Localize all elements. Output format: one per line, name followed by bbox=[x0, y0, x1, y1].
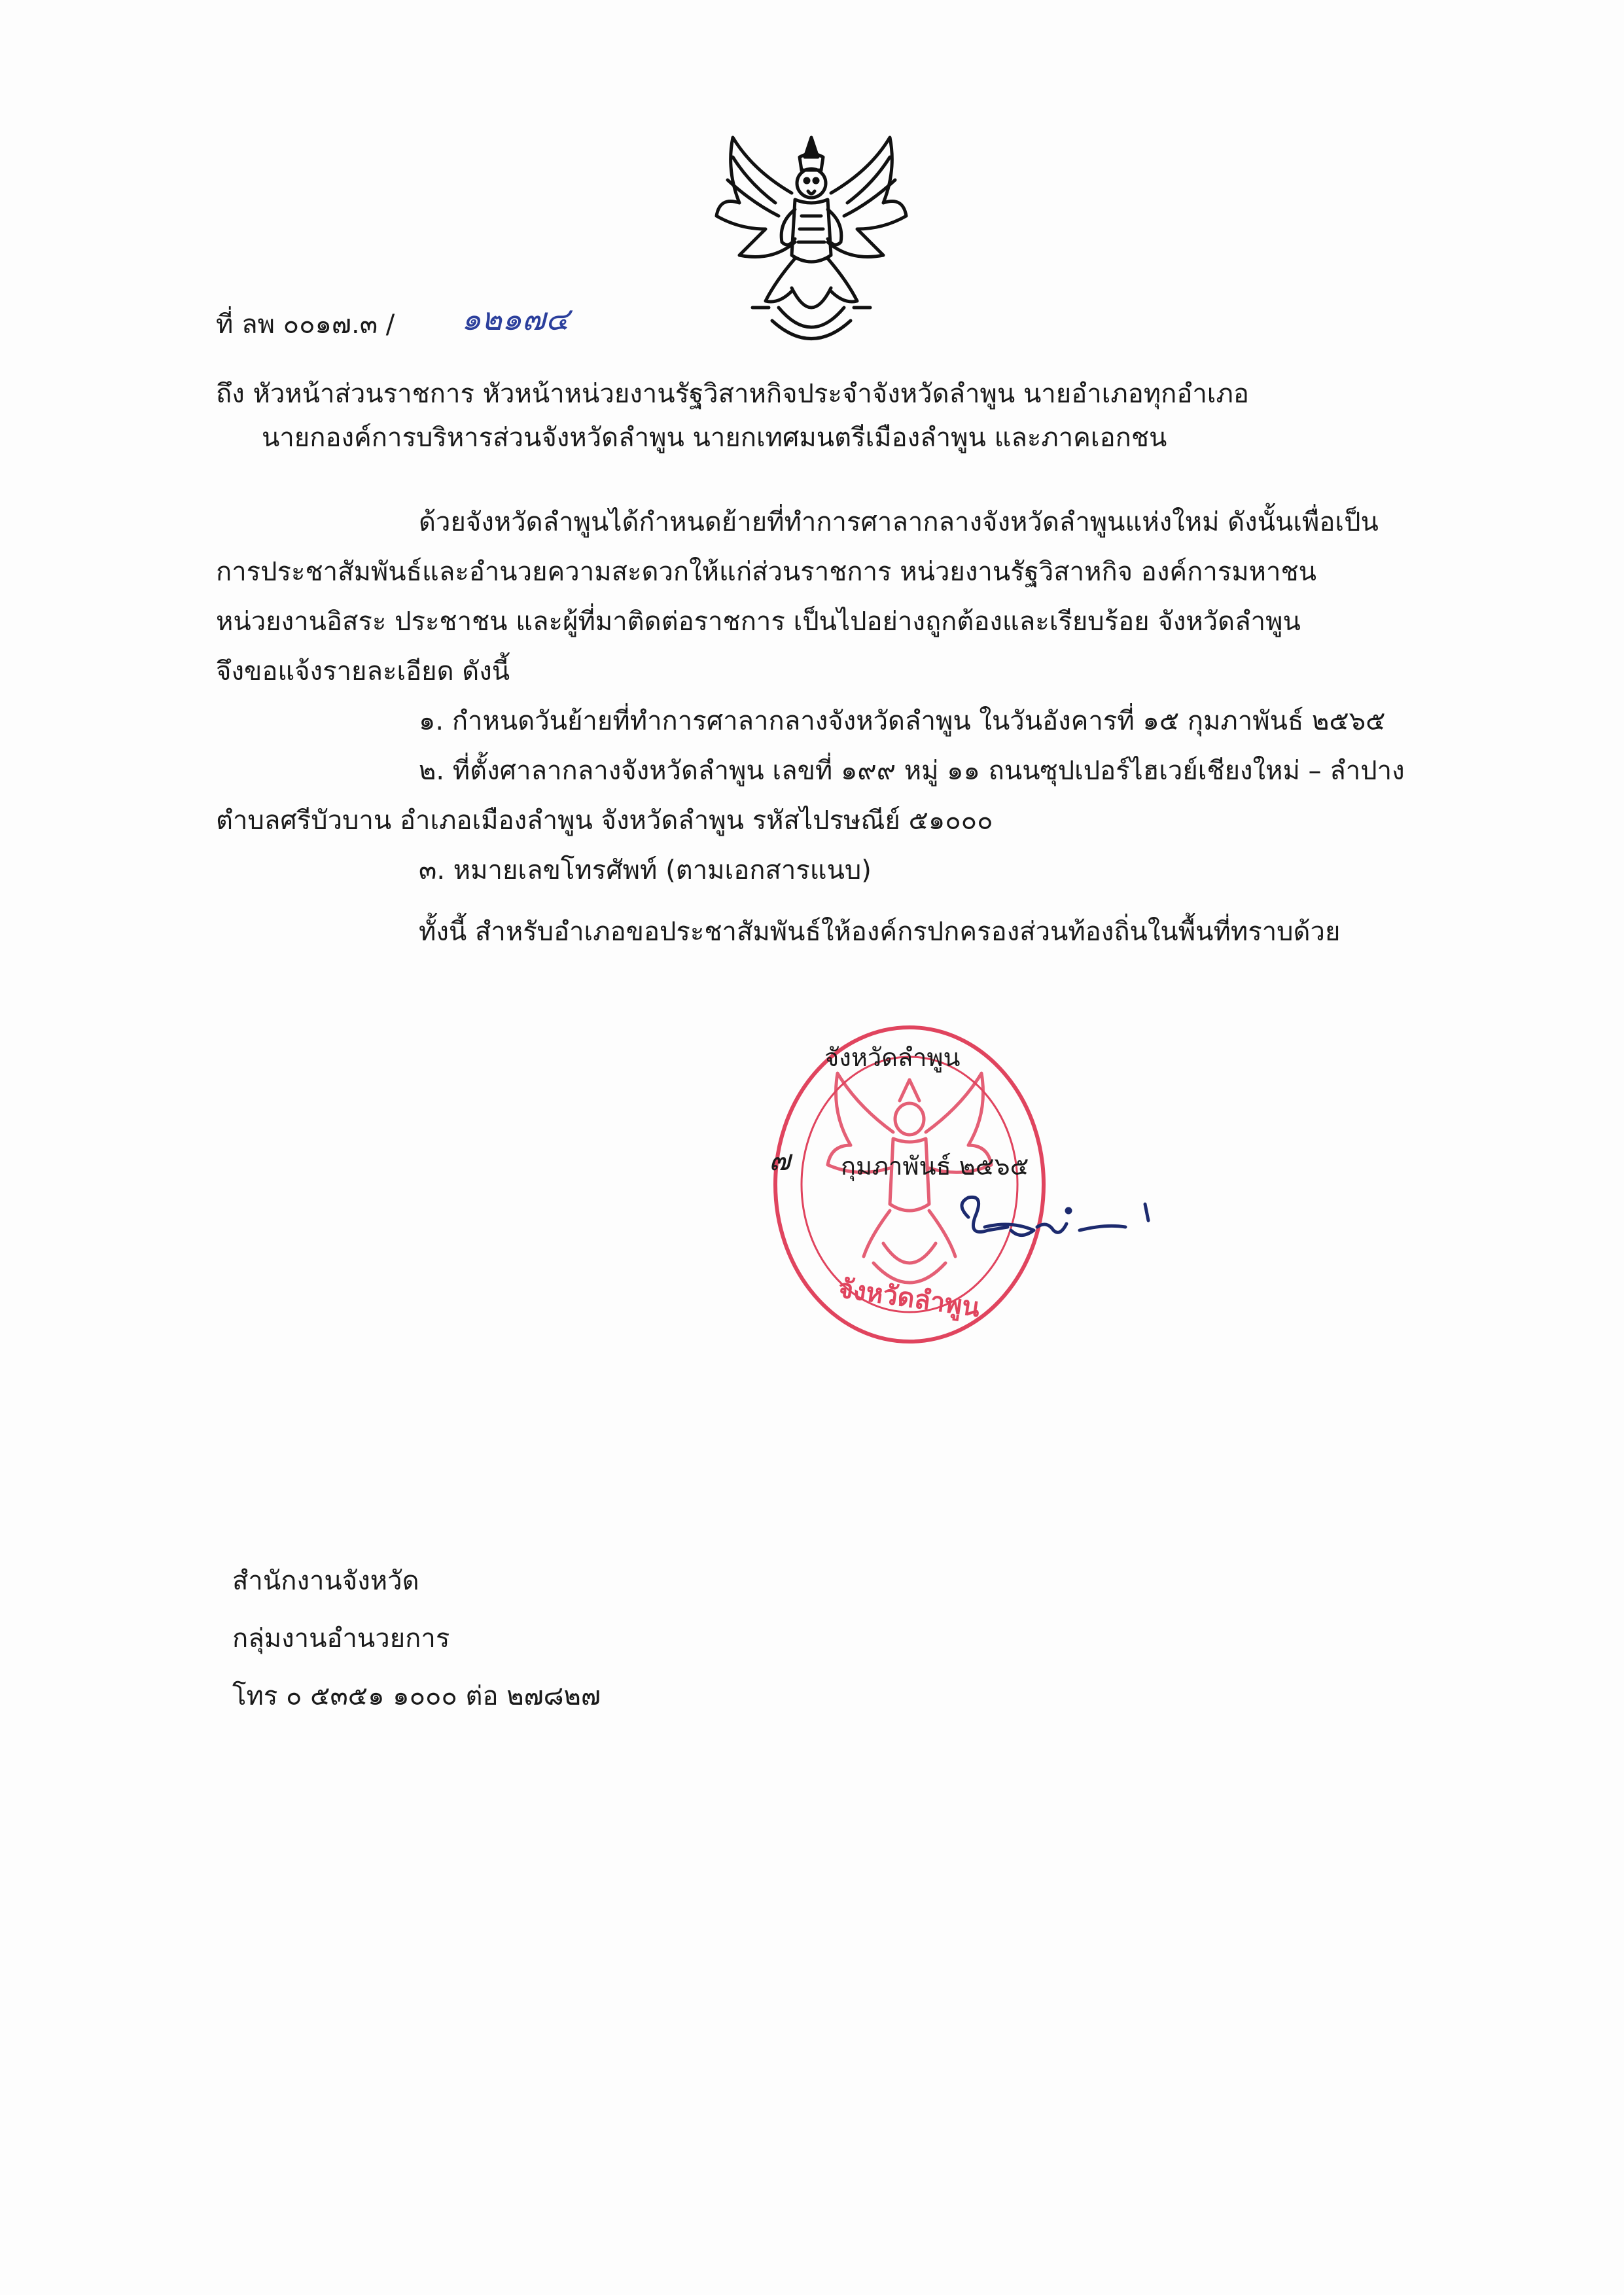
footer-phone: โทร ๐ ๕๓๕๑ ๑๐๐๐ ต่อ ๒๗๘๒๗ bbox=[232, 1681, 601, 1711]
reference-number-handwritten: ๑๒๑๗๔ bbox=[461, 301, 569, 338]
recipients-line-1: ถึง หัวหน้าส่วนราชการ หัวหน้าหน่วยงานรัฐวิสาหกิจประจำจังหวัดลำพูน นายอำเภอทุกอำเภอ bbox=[216, 379, 1249, 409]
footer-division: กลุ่มงานอำนวยการ bbox=[232, 1624, 450, 1654]
garuda-emblem bbox=[713, 131, 909, 353]
signature bbox=[949, 1191, 1171, 1263]
list-item-3: ๓. หมายเลขโทรศัพท์ (ตามเอกสารแนบ) bbox=[419, 855, 872, 885]
body-paragraph-line-3: หน่วยงานอิสระ ประชาชน และผู้ที่มาติดต่อราชการ เป็นไปอย่างถูกต้องและเรียบร้อย จังหวัดลำพูน bbox=[216, 607, 1301, 637]
closing-sentence: ทั้งนี้ สำหรับอำเภอขอประชาสัมพันธ์ให้องค์กรปกครองส่วนท้องถิ่นในพื้นที่ทราบด้วย bbox=[419, 917, 1341, 947]
list-item-2-line-2: ตำบลศรีบัวบาน อำเภอเมืองลำพูน จังหวัดลำพูน รหัสไปรษณีย์ ๕๑๐๐๐ bbox=[216, 806, 993, 836]
stamp-month-year: กุมภาพันธ์ ๒๕๖๕ bbox=[841, 1152, 1029, 1181]
seal-bottom-text: จังหวัดลำพูน bbox=[836, 1273, 982, 1323]
list-item-1: ๑. กำหนดวันย้ายที่ทำการศาลากลางจังหวัดลำพูน ในวันอังคารที่ ๑๕ กุมภาพันธ์ ๒๕๖๕ bbox=[419, 706, 1386, 736]
body-paragraph-line-4: จึงขอแจ้งรายละเอียด ดังนี้ bbox=[216, 656, 510, 686]
reference-number-label: ที่ ลพ ๐๐๑๗.๓ / bbox=[216, 310, 395, 340]
stamp-province-label: จังหวัดลำพูน bbox=[824, 1043, 961, 1072]
list-item-2-line-1: ๒. ที่ตั้งศาลากลางจังหวัดลำพูน เลขที่ ๑๙๙ หมู่ ๑๑ ถนนซุปเปอร์ไฮเวย์เชียงใหม่ – ลำปาง bbox=[419, 756, 1405, 786]
footer-office: สำนักงานจังหวัด bbox=[232, 1566, 419, 1596]
stamp-day-handwritten: ๗ bbox=[769, 1144, 791, 1177]
body-paragraph-line-1: ด้วยจังหวัดลำพูนได้กำหนดย้ายที่ทำการศาลากลางจังหวัดลำพูนแห่งใหม่ ดังนั้นเพื่อเป็น bbox=[419, 507, 1379, 537]
body-paragraph-line-2: การประชาสัมพันธ์และอำนวยความสะดวกให้แก่ส่วนราชการ หน่วยงานรัฐวิสาหกิจ องค์การมหาชน bbox=[216, 557, 1316, 587]
recipients-line-2: นายกองค์การบริหารส่วนจังหวัดลำพูน นายกเทศมนตรีเมืองลำพูน และภาคเอกชน bbox=[262, 423, 1167, 453]
